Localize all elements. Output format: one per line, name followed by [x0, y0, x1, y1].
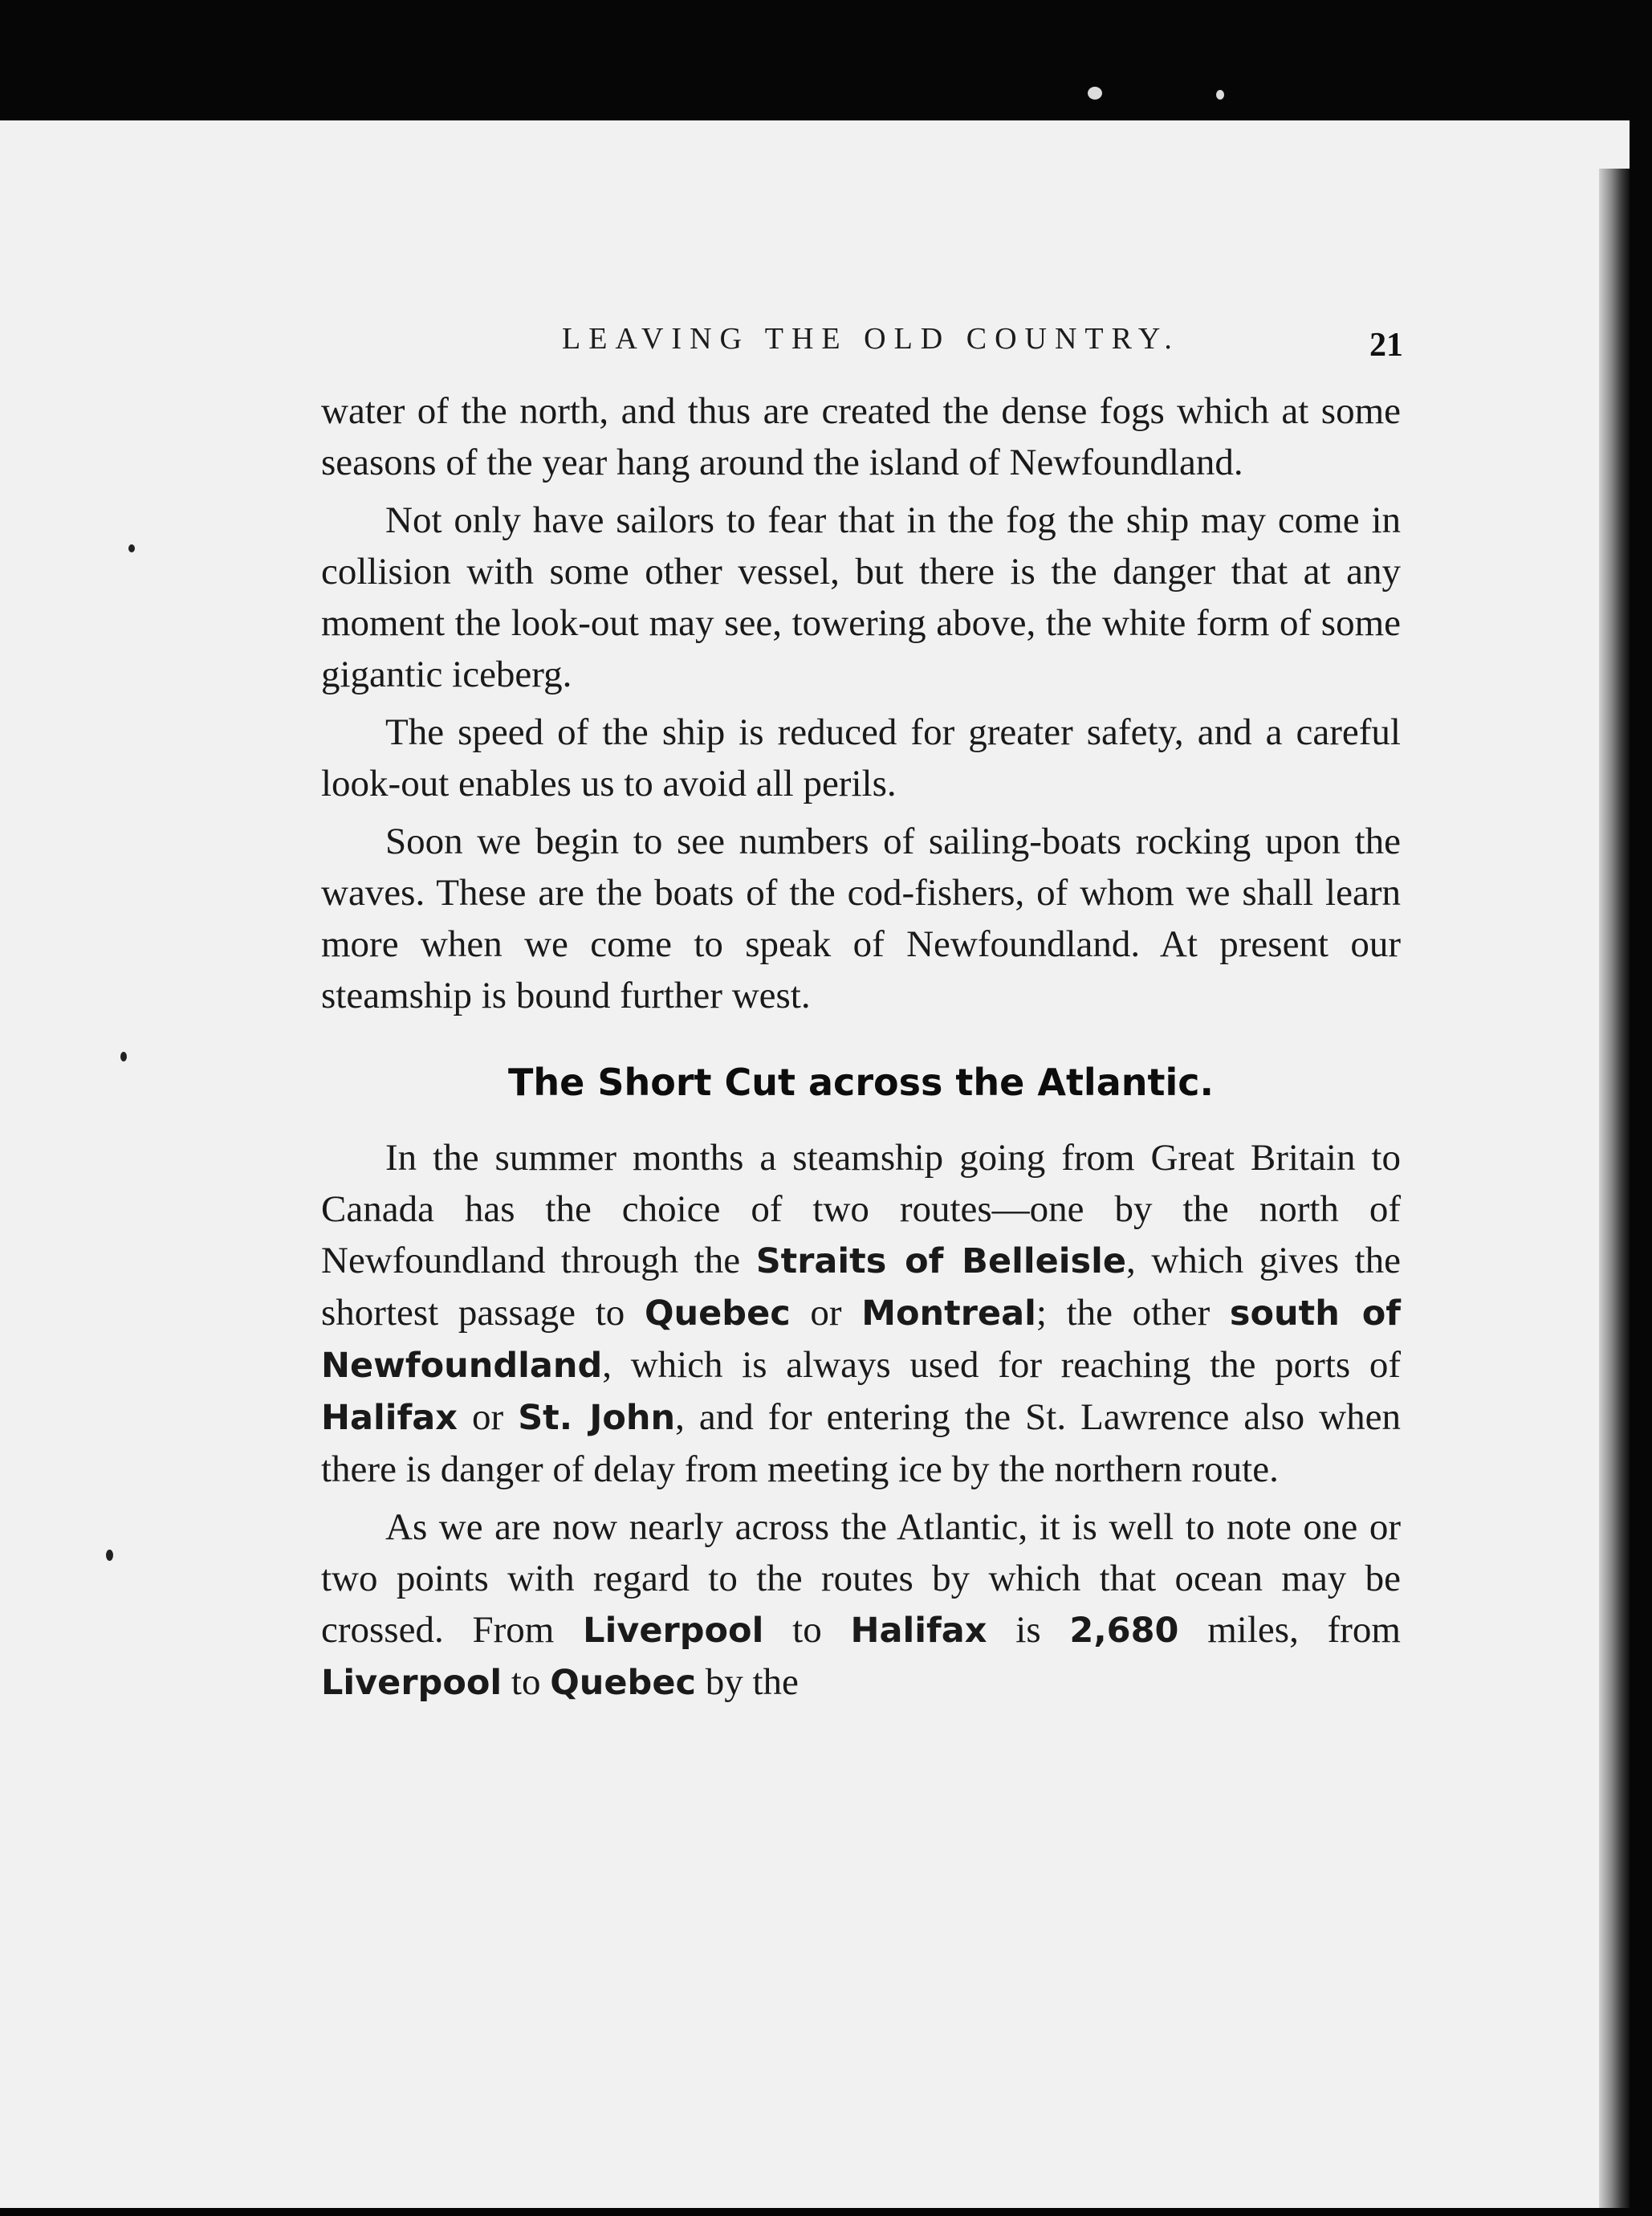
margin-speck — [120, 1052, 127, 1061]
paragraph — [321, 1132, 1401, 1495]
bold-term: south of Newfoundland — [321, 1293, 1401, 1386]
bold-term: Halifax — [321, 1398, 458, 1438]
paragraph: The speed of the ship is reduced for greater safety, and a careful look-out enables us to avoid all perils. — [321, 711, 1401, 805]
text-run: , which gives the shortest passage to — [321, 1240, 1401, 1334]
body-text — [321, 385, 1401, 1715]
text-run: In the summer months a steamship going from Great Britain to Canada has the choice of two routes—one by the north of Newfoundland through the — [321, 1137, 1401, 1281]
bold-term: Liverpool — [583, 1611, 764, 1651]
paragraph: Not only have sailors to fear that in the fog the ship may come in collision with some other vessel, but there is the danger that at any moment the look-out may see, towering above, the white form of some gigantic iceberg. — [321, 499, 1401, 695]
text-run: by the — [695, 1661, 799, 1703]
text-run: miles, from — [1178, 1609, 1401, 1651]
text-run: As we are now nearly across the Atlantic, it is well to note one or two points with regard to the routes by which that ocean may be crossed. From — [321, 1506, 1401, 1651]
text-run: to — [502, 1661, 551, 1703]
paragraph: Soon we begin to see numbers of sailing-boats rocking upon the waves. These are the boats of the cod-fishers, of whom we shall learn more when we come to speak of Newfoundland. At present our steamship is bound further west. — [321, 821, 1401, 1016]
running-head — [0, 321, 1630, 377]
text-run: , and for entering the St. Lawrence also when there is danger of delay from meeting ice by the northern route. — [321, 1396, 1401, 1490]
paragraph: water of the north, and thus are created the dense fogs which at some seasons of the year hang around the island of Newfoundland. — [321, 390, 1401, 483]
bold-term: Montreal — [861, 1293, 1036, 1334]
page-number: 21 — [1369, 327, 1403, 364]
book-page — [0, 120, 1630, 2208]
text-run: or — [790, 1292, 862, 1334]
text-run: or — [457, 1396, 519, 1438]
bold-term: Quebec — [550, 1663, 696, 1703]
bold-term: Straits of Belleisle — [755, 1241, 1126, 1281]
page-edge — [1599, 169, 1630, 2208]
text-run: ; the other — [1036, 1292, 1230, 1334]
text-run: to — [763, 1609, 851, 1651]
bold-term: Halifax — [850, 1611, 987, 1651]
bold-term: Liverpool — [321, 1663, 503, 1703]
text-run: is — [987, 1609, 1070, 1651]
bold-term: Quebec — [644, 1293, 791, 1334]
margin-speck — [128, 544, 135, 552]
running-title: LEAVING THE OLD COUNTRY. — [562, 322, 1180, 356]
section-heading: The Short Cut across the Atlantic. — [508, 1061, 1214, 1104]
bold-term: St. John — [518, 1398, 676, 1438]
text-run: , which is always used for reaching the ports of — [602, 1344, 1401, 1386]
scan-speck — [1216, 90, 1224, 100]
paragraph — [321, 1501, 1401, 1709]
bold-term: 2,680 — [1069, 1611, 1179, 1651]
margin-speck — [106, 1550, 113, 1561]
scan-speck — [1088, 87, 1102, 100]
